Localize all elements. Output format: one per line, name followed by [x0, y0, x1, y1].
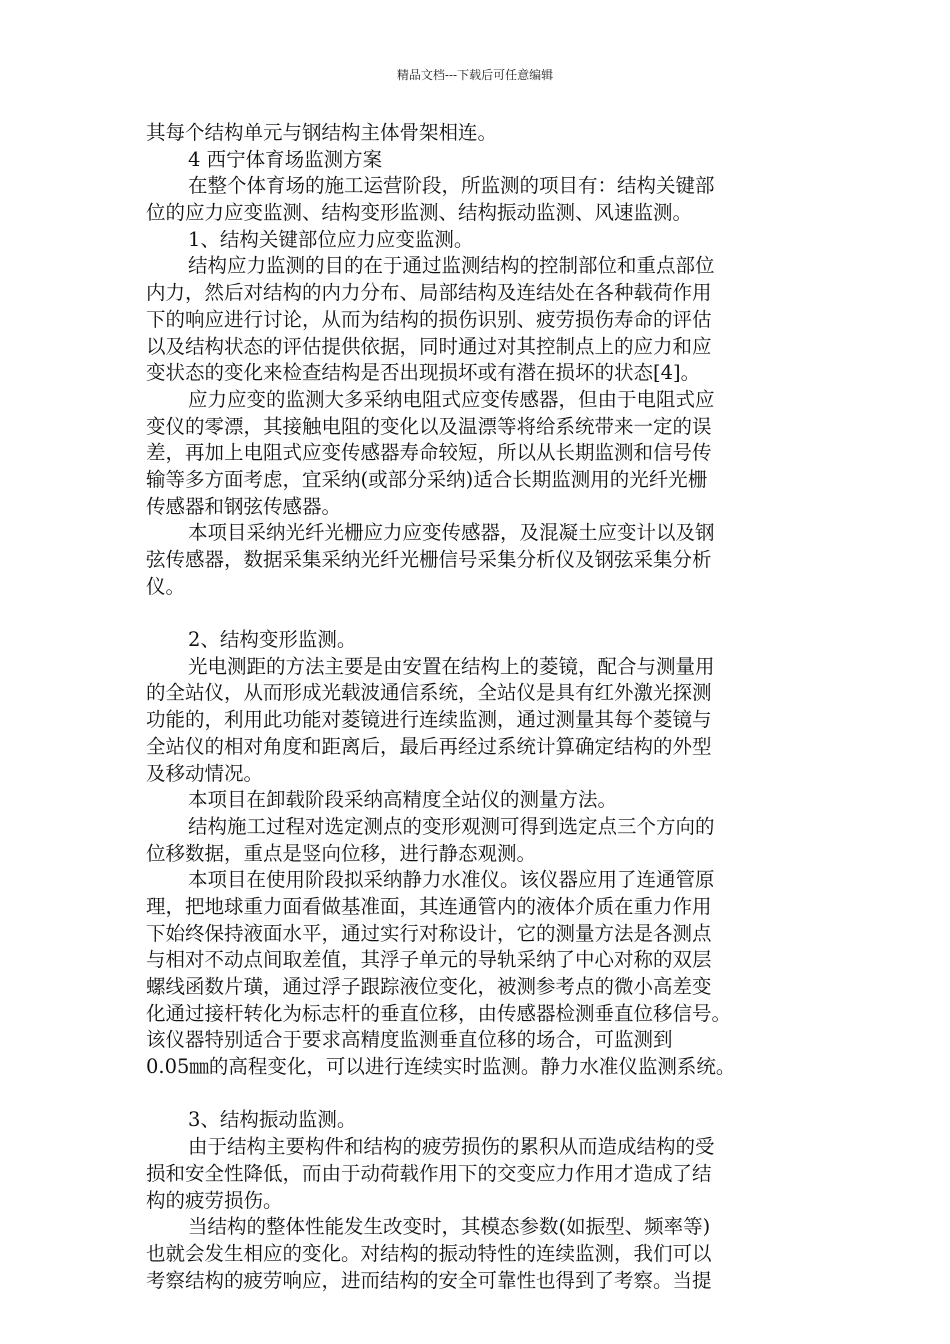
text-line: 与相对不动点间取差值，其浮子单元的导轨采纳了中心对称的双层	[146, 948, 712, 972]
text-line: 差，再加上电阻式应变传感器寿命较短，所以从长期监测和信号传	[146, 441, 712, 465]
text-line: 内力，然后对结构的内力分布、局部结构及连结处在各种载荷作用	[146, 281, 712, 305]
text-line: 损和安全性降低，而由于动荷载作用下的交变应力作用才造成了结	[146, 1161, 712, 1185]
page-header: 精品文档---下载后可任意编辑	[396, 68, 554, 82]
text-line: 构的疲劳损伤。	[146, 1188, 283, 1212]
text-line: 光电测距的方法主要是由安置在结构上的菱镜，配合与测量用	[188, 654, 715, 678]
text-line: 3、结构振动监测。	[188, 1108, 357, 1132]
text-line: 其每个结构单元与钢结构主体骨架相连。	[146, 121, 498, 144]
text-line: 变状态的变化来检查结构是否出现损坏或有潜在损坏的状态[4]。	[146, 361, 701, 385]
text-line: 2、结构变形监测。	[188, 628, 357, 652]
text-line: 下始终保持液面水平，通过实行对称设计，它的测量方法是各测点	[146, 921, 712, 945]
text-line: 0.05㎜的高程变化，可以进行连续实时监测。静力水准仪监测系统。	[146, 1055, 736, 1079]
text-line: 本项目在卸载阶段采纳高精度全站仪的测量方法。	[188, 788, 618, 812]
text-line: 结构应力监测的目的在于通过监测结构的控制部位和重点部位	[188, 254, 715, 278]
text-line: 也就会发生相应的变化。对结构的振动特性的连续监测，我们可以	[146, 1241, 712, 1265]
text-line: 理，把地球重力面看做基准面，其连通管内的液体介质在重力作用	[146, 894, 712, 918]
text-line: 在整个体育场的施工运营阶段，所监测的项目有：结构关键部	[188, 174, 715, 198]
text-line: 功能的，利用此功能对菱镜进行连续监测，通过测量其每个菱镜与	[146, 708, 712, 732]
text-line: 由于结构主要构件和结构的疲劳损伤的累积从而造成结构的受	[188, 1135, 715, 1159]
text-line: 以及结构状态的评估提供依据，同时通过对其控制点上的应力和应	[146, 334, 712, 358]
text-line: 应力应变的监测大多采纳电阻式应变传感器，但由于电阻式应	[188, 387, 715, 411]
text-line: 结构施工过程对选定测点的变形观测可得到选定点三个方向的	[188, 814, 715, 838]
text-line: 仪。	[146, 574, 186, 598]
text-line: 该仪器特别适合于要求高精度监测垂直位移的场合，可监测到	[146, 1028, 673, 1052]
text-line: 输等多方面考虑，宜采纳(或部分采纳)适合长期监测用的光纤光栅	[146, 467, 708, 491]
text-line: 变仪的零漂，其接触电阻的变化以及温漂等将给系统带来一定的误	[146, 414, 712, 438]
text-line: 考察结构的疲劳响应，进而结构的安全可靠性也得到了考察。当提	[146, 1268, 712, 1292]
text-line: 4 西宁体育场监测方案	[188, 147, 383, 171]
text-line: 本项目采纳光纤光栅应力应变传感器，及混凝土应变计以及钢	[188, 521, 715, 545]
text-line: 螺线函数片璜，通过浮子跟踪液位变化，被测参考点的微小高差变	[146, 975, 712, 998]
text-line: 当结构的整体性能发生改变时，其模态参数(如振型、频率等)	[188, 1215, 711, 1239]
blank-line	[146, 1081, 826, 1108]
text-line: 的全站仪，从而形成光载波通信系统，全站仪是具有红外激光探测	[146, 681, 712, 705]
blank-line	[146, 600, 826, 627]
text-line: 位的应力应变监测、结构变形监测、结构振动监测、风速监测。	[146, 201, 693, 225]
text-line: 化通过接杆转化为标志杆的垂直位移，由传感器检测垂直位移信号。	[146, 1001, 732, 1025]
text-line: 全站仪的相对角度和距离后，最后再经过系统计算确定结构的外型	[146, 734, 712, 758]
document-body	[146, 120, 826, 1294]
text-line: 弦传感器，数据采集采纳光纤光栅信号采集分析仪及钢弦采集分析	[146, 548, 712, 571]
text-line: 及移动情况。	[146, 761, 264, 785]
text-line: 1、结构关键部位应力应变监测。	[188, 227, 474, 251]
text-line: 位移数据，重点是竖向位移，进行静态观测。	[146, 841, 537, 865]
text-line: 传感器和钢弦传感器。	[146, 494, 342, 518]
text-line: 本项目在使用阶段拟采纳静力水准仪。该仪器应用了连通管原	[188, 868, 715, 892]
text-line: 下的响应进行讨论，从而为结构的损伤识别、疲劳损伤寿命的评估	[146, 307, 712, 331]
